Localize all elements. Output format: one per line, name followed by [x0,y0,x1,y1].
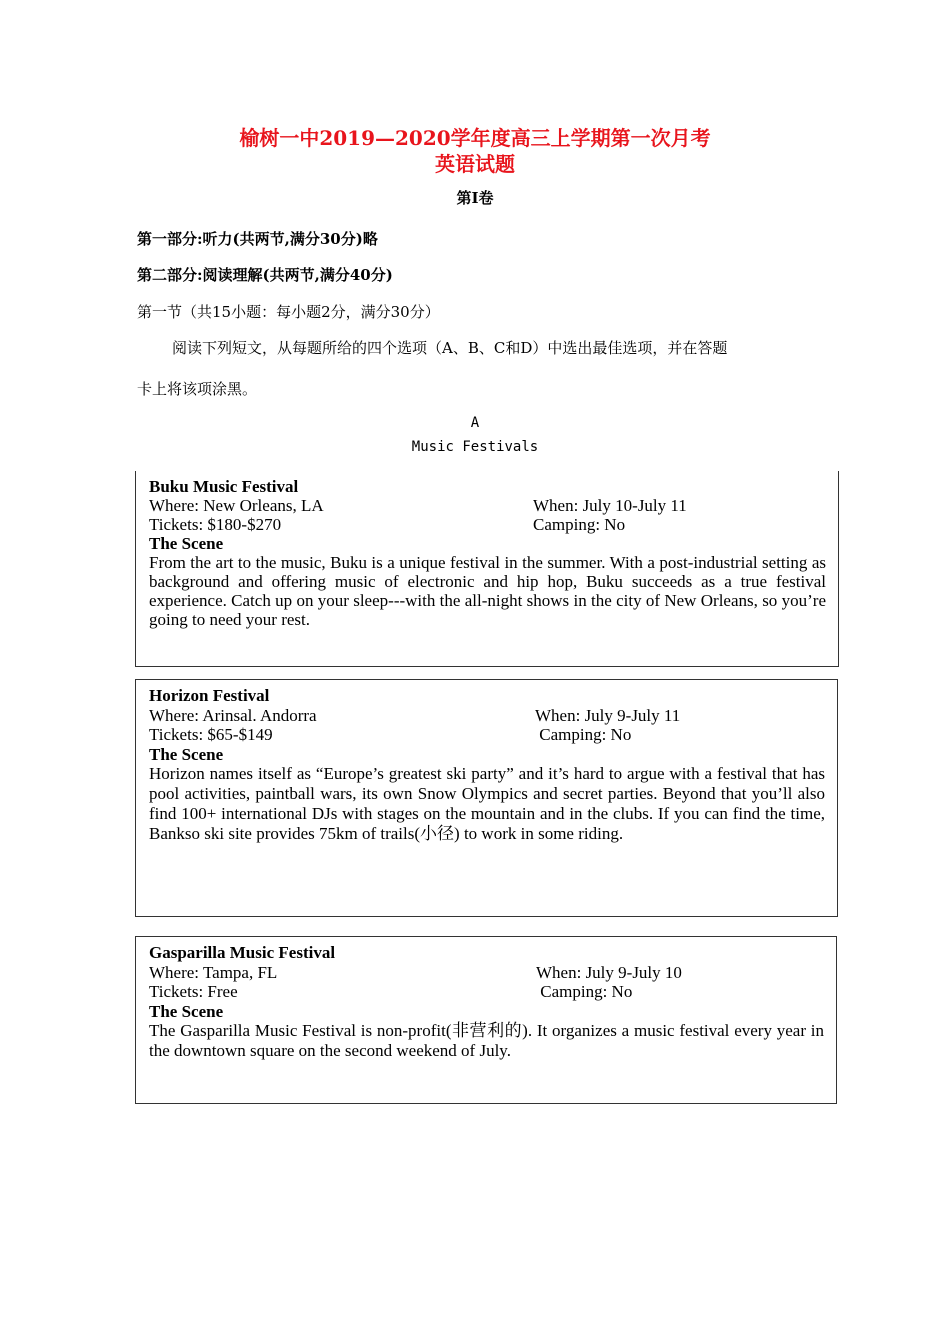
festival-card-gasparilla [135,936,837,1104]
festival-card-buku [135,471,839,667]
scene-description: The Gasparilla Music Festival is non-profit(非营利的). It organizes a music festival every year in the downtown square on the second weekend of July. [149,1021,824,1060]
festival-camping: Camping: No [536,982,633,1001]
festival-name: Horizon Festival [149,686,270,705]
festival-name: Gasparilla Music Festival [149,943,336,962]
festival-name: Buku Music Festival [149,477,299,496]
festival-where: Where: Tampa, FL [149,962,278,982]
scene-description: From the art to the music, Buku is a unique festival in the summer. With a post-industrial setting as background and offering music of electronic and hip hop, Buku succeeds as a true festival experience. Catch up on your sleep---with the all-night shows in the city of New Orleans, so you’re going to need your rest. [149,553,826,629]
scene-heading: The Scene [149,744,224,764]
exam-subject: 英语试题 [435,152,515,176]
scene-description: Horizon names itself as “Europe’s greatest ski party” and it’s hard to argue with a festival that has pool activities, paintball wars, its own Snow Olympics and secret parties. Beyond that you’ll also find 100+ international DJs with stages on the mountain and in the clubs. If you can find the time, Bankso ski site provides 75km of trails(小径) to work in some riding. [149,764,825,843]
directions-line2: 卡上将该项涂黑。 [137,380,258,398]
festival-tickets: Tickets: $180-$270 [149,515,282,534]
festival-when: When: July 9-July 11 [535,705,681,725]
directions-line1: 阅读下列短文，从每题所给的四个选项（A、B、C和D）中选出最佳选项，并在答题 [172,339,728,357]
part2-heading: 第二部分:阅读理解(共两节,满分40分) [137,266,393,284]
festival-tickets: Tickets: $65-$149 [149,725,273,744]
scene-heading: The Scene [149,1001,224,1021]
festival-when: When: July 10-July 11 [533,496,687,515]
festival-tickets: Tickets: Free [149,982,238,1001]
passage-title: Music Festivals [411,439,539,455]
festival-info-row [149,982,824,1002]
festival-info-row [149,496,826,515]
part1-heading: 第一部分:听力(共两节,满分30分)略 [137,230,378,248]
volume-label: 第Ⅰ卷 [456,189,494,207]
festival-camping: Camping: No [533,515,626,534]
festival-info-row [149,515,826,534]
festival-card-horizon [135,679,838,917]
exam-title: 榆树一中2019—2020学年度高三上学期第一次月考 [239,126,711,150]
festival-info-row [149,706,825,726]
festival-info-row [149,963,824,983]
passage-letter: A [470,415,480,431]
festival-where: Where: Arinsal. Andorra [149,705,317,725]
festival-where: Where: New Orleans, LA [149,496,324,515]
festival-info-row [149,725,825,745]
section1-heading: 第一节（共15小题：每小题2分，满分30分） [137,303,440,321]
festival-camping: Camping: No [535,725,632,744]
festival-when: When: July 9-July 10 [536,962,682,982]
scene-heading: The Scene [149,534,224,553]
